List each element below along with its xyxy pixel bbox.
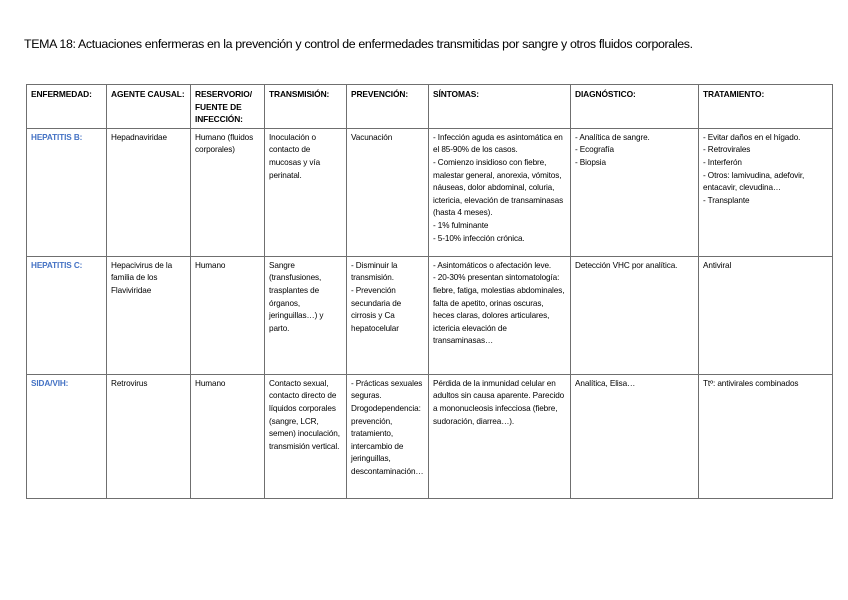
prevention-cell bbox=[347, 256, 429, 374]
diagnosis-cell bbox=[571, 374, 699, 498]
reservoir-cell: Humano bbox=[191, 374, 265, 498]
treatment-line: - Evitar daños en el hígado. bbox=[703, 132, 801, 142]
diagnosis-cell bbox=[571, 128, 699, 256]
symptom-line: - Infección aguda es asintomática en el 85-90% de los casos. bbox=[433, 132, 563, 155]
page-title: TEMA 18: Actuaciones enfermeras en la prevención y control de enfermedades transmitidas por sangre y otros fluidos corporales. bbox=[24, 37, 693, 51]
header-prevention: PREVENCIÓN: bbox=[347, 85, 429, 129]
diagnosis-line: Detección VHC por analítica. bbox=[575, 260, 678, 270]
treatment-line: - Transplante bbox=[703, 195, 750, 205]
prevention-line: - Prácticas sexuales seguras. bbox=[351, 378, 423, 401]
diagnosis-line: - Ecografía bbox=[575, 145, 614, 155]
diagnosis-cell bbox=[571, 256, 699, 374]
table-row bbox=[27, 128, 833, 256]
treatment-cell bbox=[699, 128, 833, 256]
header-reservoir: RESERVORIO/ FUENTE DE INFECCIÓN: bbox=[191, 85, 265, 129]
disease-cell: HEPATITIS B: bbox=[27, 128, 107, 256]
prevention-line: Drogodependencia: prevención, tratamiento, intercambio de jeringuillas, descontaminación… bbox=[351, 403, 424, 476]
symptom-line: - 20-30% presentan sintomatología: fiebre, fatiga, molestias abdominales, falta de apetito, orinas oscuras, heces claras, dolores articulares, ictericia elevación de transaminasas… bbox=[433, 273, 565, 346]
symptoms-cell bbox=[429, 374, 571, 498]
disease-cell: SIDA/VIH: bbox=[27, 374, 107, 498]
agent-cell: Hepadnaviridae bbox=[107, 128, 191, 256]
header-treatment: TRATAMIENTO: bbox=[699, 85, 833, 129]
diagnosis-line: - Analítica de sangre. bbox=[575, 132, 650, 142]
treatment-line: Antiviral bbox=[703, 260, 732, 270]
header-agent: AGENTE CAUSAL: bbox=[107, 85, 191, 129]
transmission-cell: Sangre (transfusiones, trasplantes de órganos, jeringuillas…) y parto. bbox=[265, 256, 347, 374]
table-header-row bbox=[27, 85, 833, 129]
treatment-cell bbox=[699, 256, 833, 374]
symptoms-cell bbox=[429, 256, 571, 374]
header-transmission: TRANSMISIÓN: bbox=[265, 85, 347, 129]
prevention-line: - Prevención secundaria de cirrosis y Ca hepatocelular bbox=[351, 285, 402, 333]
treatment-line: - Interferón bbox=[703, 157, 742, 167]
diseases-table bbox=[26, 84, 833, 499]
agent-cell: Hepacivirus de la familia de los Flaviviridae bbox=[107, 256, 191, 374]
diagnosis-line: - Biopsia bbox=[575, 157, 606, 167]
symptoms-cell bbox=[429, 128, 571, 256]
transmission-cell: Inoculación o contacto de mucosas y vía perinatal. bbox=[265, 128, 347, 256]
reservoir-cell: Humano (fluidos corporales) bbox=[191, 128, 265, 256]
symptom-line: Pérdida de la inmunidad celular en adultos sin causa aparente. Parecido a mononucleosis infecciosa (fiebre, sudoración, diarrea…). bbox=[433, 378, 565, 426]
prevention-cell bbox=[347, 128, 429, 256]
table-row bbox=[27, 374, 833, 498]
header-diagnosis: DIAGNÓSTICO: bbox=[571, 85, 699, 129]
treatment-line: Ttº: antivirales combinados bbox=[703, 378, 799, 388]
prevention-cell bbox=[347, 374, 429, 498]
treatment-line: - Retrovirales bbox=[703, 145, 751, 155]
header-symptoms: SÍNTOMAS: bbox=[429, 85, 571, 129]
table-row bbox=[27, 256, 833, 374]
prevention-line: - Disminuir la transmisión. bbox=[351, 260, 398, 283]
treatment-line: - Otros: lamivudina, adefovir, entacavir, clevudina… bbox=[703, 170, 805, 193]
treatment-cell bbox=[699, 374, 833, 498]
symptom-line: - 1% fulminante bbox=[433, 220, 489, 230]
symptom-line: - Comienzo insidioso con fiebre, malestar general, anorexia, vómitos, náuseas, dolor abdominal, coluria, ictericia, elevación de transaminasas (hasta 4 meses). bbox=[433, 157, 564, 218]
reservoir-cell: Humano bbox=[191, 256, 265, 374]
diagnosis-line: Analítica, Elisa… bbox=[575, 378, 636, 388]
prevention-line: Vacunación bbox=[351, 132, 393, 142]
symptom-line: - Asintomáticos o afectación leve. bbox=[433, 260, 552, 270]
symptom-line: - 5-10% infección crónica. bbox=[433, 233, 525, 243]
agent-cell: Retrovirus bbox=[107, 374, 191, 498]
disease-cell: HEPATITIS C: bbox=[27, 256, 107, 374]
transmission-cell: Contacto sexual, contacto directo de líquidos corporales (sangre, LCR, semen) inoculación, transmisión vertical. bbox=[265, 374, 347, 498]
header-disease: ENFERMEDAD: bbox=[27, 85, 107, 129]
